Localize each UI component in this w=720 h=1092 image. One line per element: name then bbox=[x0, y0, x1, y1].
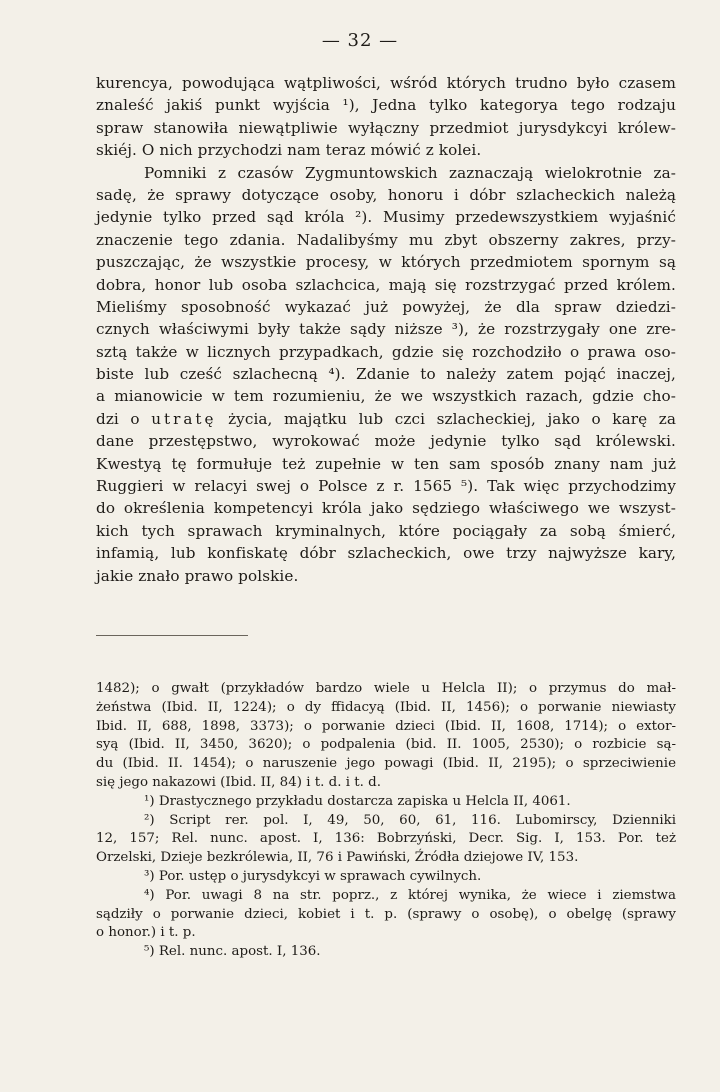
footnote-line: Ibid. II, 688, 1898, 3373); o porwanie dzieci (Ibid. II, 1608, 1714); o extor- bbox=[96, 718, 676, 734]
text-line: sztą także w licznych przypadkach, gdzie się rozchodziło o prawa oso- bbox=[96, 342, 676, 361]
text-line: skiéj. O nich przychodzi nam teraz mówić z kolei. bbox=[96, 141, 482, 160]
footnote-line: syą (Ibid. II, 3450, 3620); o podpalenia (bid. II. 1005, 2530); o rozbicie są- bbox=[96, 737, 676, 753]
footnote-4: ⁴) Por. uwagi 8 na str. poprz., z której wynika, że wiece i ziemstwa bbox=[144, 887, 676, 903]
footnote-line: Orzelski, Dzieje bezkrólewia, II, 76 i Pawiński, Źródła dziejowe IV, 153. bbox=[96, 850, 579, 866]
footnote-line: o honor.) i t. p. bbox=[96, 925, 196, 941]
footnote-line: sądziły o porwanie dzieci, kobiet i t. p. (sprawy o osobę), o obelgę (sprawy bbox=[96, 906, 676, 922]
text-line: znaczenie tego zdania. Nadalibyśmy mu zbyt obszerny zakres, przy- bbox=[96, 230, 676, 249]
footnote-3: ³) Por. ustęp o jurysdykcyi w sprawach cywilnych. bbox=[144, 868, 482, 884]
footnote-line: du (Ibid. II. 1454); o naruszenie jego powagi (Ibid. II, 2195); o sprzeciwienie bbox=[96, 756, 676, 772]
text-line: sadę, że sprawy dotyczące osoby, honoru i dóbr szlacheckich należą bbox=[96, 185, 676, 204]
text-fragment: dzi o bbox=[96, 409, 140, 428]
page-number: — 32 — bbox=[321, 30, 399, 51]
text-line: do określenia kompetencyi króla jako sędziego właściwego we wszyst- bbox=[96, 499, 676, 518]
text-line: Kwestyą tę formułuje też zupełnie w ten sam sposób znany nam już bbox=[96, 454, 676, 473]
footnote-line: się jego nakazowi (Ibid. II, 84) i t. d. i t. d. bbox=[96, 774, 381, 790]
footnote-line: 12, 157; Rel. nunc. apost. I, 136: Bobrzyński, Decr. Sig. I, 153. Por. też bbox=[96, 831, 676, 847]
text-line: Ruggieri w relacyi swej o Polsce z r. 1565 ⁵). Tak więc przychodzimy bbox=[96, 477, 676, 496]
text-line bbox=[96, 408, 676, 430]
main-text bbox=[96, 72, 676, 587]
text-line: spraw stanowiła niewątpliwie wyłączny przedmiot jurysdykcyi królew- bbox=[96, 118, 676, 137]
text-line: dane przestępstwo, wyrokować może jedynie tylko sąd królewski. bbox=[96, 432, 676, 451]
text-line: jedynie tylko przed sąd króla ²). Musimy przedewszystkiem wyjaśnić bbox=[96, 208, 676, 227]
text-line: cznych właściwymi były także sądy niższe ³), że rozstrzygały one zre- bbox=[96, 320, 676, 339]
text-line: biste lub cześć szlachecną ⁴). Zdanie to należy zatem pojąć inaczej, bbox=[96, 365, 676, 384]
footnote-line: 1482); o gwałt (przykładów bardzo wiele u Helcla II); o przymus do mał- bbox=[96, 681, 676, 696]
text-line: kich tych sprawach kryminalnych, które pociągały za sobą śmierć, bbox=[96, 521, 676, 540]
footnote-line: żeństwa (Ibid. II, 1224); o dy ffidacyą (Ibid. II, 1456); o porwanie niewiasty bbox=[96, 699, 676, 715]
footnote-1: ¹) Drastycznego przykładu dostarcza zapiska u Helcla II, 4061. bbox=[144, 793, 571, 809]
text-line: Pomniki z czasów Zygmuntowskich zaznaczają wielokrotnie za- bbox=[144, 163, 676, 182]
footnote-divider bbox=[96, 635, 248, 636]
footnotes bbox=[96, 680, 676, 962]
footnote-2: ²) Script rer. pol. I, 49, 50, 60, 61, 116. Lubomirscy, Dzienniki bbox=[144, 812, 676, 828]
text-line: kurencya, powodująca wątpliwości, wśród których trudno było czasem bbox=[96, 74, 676, 92]
text-line: a mianowicie w tem rozumieniu, że we wszystkich razach, gdzie cho- bbox=[96, 387, 676, 406]
footnote-5: ⁵) Rel. nunc. apost. I, 136. bbox=[144, 944, 321, 960]
text-line: infamią, lub konfiskatę dóbr szlacheckich, owe trzy najwyższe kary, bbox=[96, 544, 676, 563]
text-line: znaleść jakiś punkt wyjścia ¹), Jedna tylko kategorya tego rodzaju bbox=[96, 96, 676, 115]
emphasized-word: utratę bbox=[151, 409, 217, 428]
text-fragment: życia, majątku lub czci szlacheckiej, jako o karę za bbox=[228, 409, 677, 428]
text-line: puszczając, że wszystkie procesy, w których przedmiotem spornym są bbox=[96, 253, 676, 272]
text-line: Mieliśmy sposobność wykazać już powyżej, że dla spraw dziedzi- bbox=[96, 297, 676, 316]
text-line: dobra, honor lub osoba szlachcica, mają się rozstrzygać przed królem. bbox=[96, 275, 676, 294]
text-line: jakie znało prawo polskie. bbox=[96, 566, 299, 585]
